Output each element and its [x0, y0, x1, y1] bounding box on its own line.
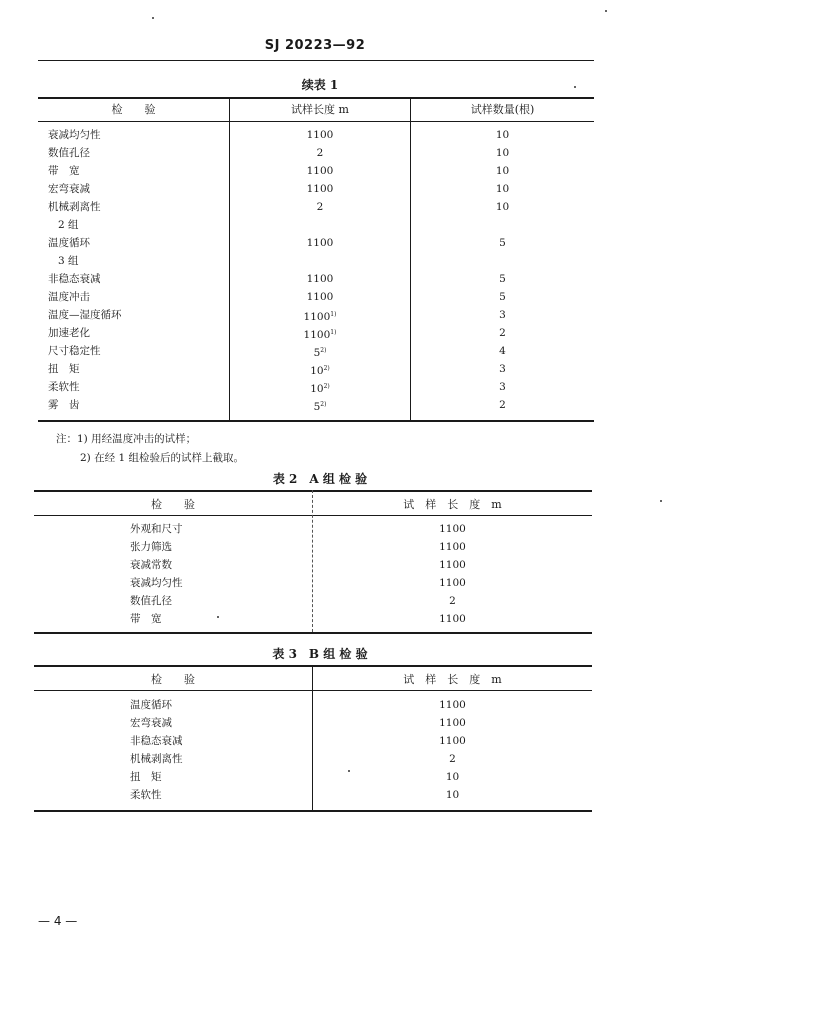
table3-header-length: 试 样 长 度 m [403, 673, 502, 686]
table2-cell-test-text: 张力筛选 [130, 541, 172, 553]
table3-cell-length-text: 1100 [439, 699, 466, 711]
scan-speck [348, 770, 350, 772]
table1-cell-count-text: 10 [495, 165, 510, 177]
table3-cell-test [130, 714, 172, 732]
table3-cell-length-text: 1100 [439, 735, 466, 747]
table1-cell-count [411, 180, 594, 198]
table3-header-test: 检 验 [151, 673, 195, 686]
table1-cell-length [230, 396, 410, 414]
table2-cell-length [313, 610, 592, 628]
table3-cell-length [313, 714, 592, 732]
table3-cell-test-text: 宏弯衰减 [130, 717, 172, 729]
table1-cell-count-text: 3 [499, 363, 506, 375]
table2-cell-length-text: 1100 [439, 559, 466, 571]
table1-header-count: 试样数量(根) [470, 103, 535, 116]
table1-cell-count [411, 198, 594, 216]
table3-cell-test [130, 696, 172, 714]
table3-cell-test [130, 786, 162, 804]
table1-cell-length-text: 1100 [306, 129, 334, 141]
table3-cell-test [130, 750, 183, 768]
footnote-marker: 1) [330, 329, 337, 336]
table1-cell-count-text: 2 [499, 399, 506, 411]
table1-cell-test [48, 288, 90, 306]
scan-speck [660, 500, 662, 502]
table1-cell-test-text: 宏弯衰减 [48, 183, 90, 195]
table2-cell-length-text: 1100 [439, 577, 466, 589]
table1-note-1: 注：1) 用经温度冲击的试样； [56, 433, 197, 445]
table3-top-rule [34, 665, 592, 667]
header-rule [38, 60, 594, 61]
table1-cell-length [230, 126, 410, 144]
table1-group-label [58, 252, 79, 270]
table1-cell-length [230, 342, 410, 360]
table1-cell-length [230, 288, 410, 306]
table3-cell-length [313, 786, 592, 804]
table1-cell-test [48, 126, 101, 144]
table1-cell-test-text: 带 宽 [48, 165, 80, 177]
scan-speck [152, 17, 154, 19]
table1-cell-length-text: 2 [316, 147, 324, 159]
table1-cell-test-text: 非稳态衰减 [48, 273, 101, 285]
table1-cell-test-text: 数值孔径 [48, 147, 90, 159]
table2-cell-length [313, 574, 592, 592]
table1-cell-test [48, 324, 90, 342]
table1-cell-length [230, 270, 410, 288]
table1-cell-test [48, 234, 90, 252]
table2-cell-length-text: 1100 [439, 523, 466, 535]
table1-cell-test-text: 温度—湿度循环 [48, 309, 122, 321]
table1-cell-length-text: 5 [313, 401, 321, 413]
scan-speck [605, 10, 607, 12]
table1-cell-length [230, 378, 410, 396]
table1-cell-length [230, 162, 410, 180]
table1-cell-length-text: 1100 [306, 291, 334, 303]
scan-speck [217, 616, 219, 618]
table1-cell-count [411, 162, 594, 180]
table1-cell-test [48, 270, 101, 288]
table2-cell-test-text: 外观和尺寸 [130, 523, 183, 535]
table1-cell-test-text: 加速老化 [48, 327, 90, 339]
page-number: — 4 — [38, 914, 78, 928]
standard-number: SJ 20223—92 [264, 38, 366, 53]
table2-cell-length [313, 556, 592, 574]
table3-cell-test-text: 非稳态衰减 [130, 735, 183, 747]
table1-group-label [58, 216, 79, 234]
table2-cell-length-text: 1100 [439, 541, 466, 553]
table3-cell-length-text: 1100 [439, 717, 466, 729]
table2-caption: 表 2 A 组 检 验 [272, 472, 368, 486]
table1-cell-count [411, 270, 594, 288]
footnote-marker: 2) [320, 347, 327, 354]
table1-cell-test [48, 162, 80, 180]
table1-cell-test [48, 378, 80, 396]
table1-cell-count-text: 10 [495, 129, 510, 141]
table2-cell-test-text: 数值孔径 [130, 595, 172, 607]
table3-caption: 表 3 B 组 检 验 [272, 647, 368, 661]
table1-cell-test-text: 温度冲击 [48, 291, 90, 303]
table1-cell-test-text: 雾 齿 [48, 399, 80, 411]
table1-cell-length [230, 324, 410, 342]
table1-cell-length [230, 198, 410, 216]
table1-cell-length-text: 2 [316, 201, 324, 213]
table2-bottom-rule [34, 632, 592, 634]
table2-cell-length [313, 538, 592, 556]
table1-cell-count-text: 10 [495, 183, 510, 195]
table1-cell-length [230, 360, 410, 378]
table1-note-2: 2) 在经 1 组检验后的试样上截取。 [80, 452, 244, 464]
table3-cell-test-text: 机械剥离性 [130, 753, 183, 765]
table1-cell-length-text: 5 [313, 347, 321, 359]
table1-cell-count-text: 3 [499, 309, 506, 321]
table1-cell-length [230, 144, 410, 162]
table3-cell-test-text: 柔软性 [130, 789, 162, 801]
table1-cell-count [411, 306, 594, 324]
table1-cell-length-text: 1100 [306, 237, 334, 249]
table1-cell-count [411, 252, 594, 270]
table1-cell-test-text: 机械剥离性 [48, 201, 101, 213]
table3-cell-length-text: 2 [449, 753, 456, 765]
table1-cell-count-text: 5 [499, 273, 506, 285]
table1-cell-length-text: 1100 [306, 165, 334, 177]
table2-cell-test [130, 520, 183, 538]
table2-cell-test [130, 574, 183, 592]
table1-cell-test-text: 尺寸稳定性 [48, 345, 101, 357]
table1-cell-count-text: 5 [499, 237, 506, 249]
table1-cell-test [48, 198, 101, 216]
footnote-marker: 2) [320, 401, 327, 408]
scan-speck [574, 86, 576, 88]
table3-cell-length-text: 10 [445, 789, 460, 801]
table1-header-length: 试样长度 m [291, 103, 349, 116]
table3-cell-length-text: 10 [445, 771, 460, 783]
table1-cell-count-text: 10 [495, 147, 510, 159]
table1-cell-test-text: 衰减均匀性 [48, 129, 101, 141]
table1-cell-count [411, 396, 594, 414]
table1-cell-test-text: 温度循环 [48, 237, 90, 249]
table3-cell-length [313, 732, 592, 750]
table1-cell-test-text: 扭 矩 [48, 363, 80, 375]
table2-cell-test-text: 衰减均匀性 [130, 577, 183, 589]
table1-cell-test [48, 360, 80, 378]
table1-cell-length [230, 234, 410, 252]
table2-cell-test [130, 592, 172, 610]
table3-cell-test [130, 768, 162, 786]
table3-cell-test-text: 扭 矩 [130, 771, 162, 783]
table1-cell-test [48, 342, 101, 360]
table1-caption: 续表 1 [301, 78, 339, 92]
table1-top-rule [38, 97, 594, 99]
table2-cell-test [130, 556, 172, 574]
table2-cell-test [130, 538, 172, 556]
footnote-marker: 2) [323, 365, 330, 372]
table2-header-length: 试 样 长 度 m [403, 498, 502, 511]
table2-cell-length [313, 520, 592, 538]
table1-cell-count [411, 378, 594, 396]
table1-cell-length-text: 10 [310, 365, 324, 377]
table3-cell-length [313, 750, 592, 768]
table2-cell-length-text: 1100 [439, 613, 466, 625]
table3-cell-test-text: 温度循环 [130, 699, 172, 711]
table1-cell-test [48, 144, 90, 162]
table2-cell-test-text: 衰减常数 [130, 559, 172, 571]
table1-cell-count [411, 360, 594, 378]
table1-cell-length [230, 180, 410, 198]
table1-header-rule [38, 121, 594, 122]
table1-header-test: 检 验 [111, 103, 156, 116]
table1-cell-count [411, 288, 594, 306]
table1-cell-count-text: 3 [499, 381, 506, 393]
table2-cell-length-text: 2 [449, 595, 456, 607]
table1-cell-count [411, 126, 594, 144]
table1-cell-length-text: 1100 [303, 311, 331, 323]
table1-cell-test [48, 306, 122, 324]
table2-cell-length [313, 592, 592, 610]
table3-header-rule [34, 690, 592, 691]
table1-cell-count-text: 2 [499, 327, 506, 339]
table1-cell-count-text: 10 [495, 201, 510, 213]
table3-cell-length [313, 696, 592, 714]
table1-group-label-text: 3 组 [58, 255, 79, 267]
table1-bottom-rule [38, 420, 594, 422]
table1-cell-length [230, 216, 410, 234]
footnote-marker: 1) [330, 311, 337, 318]
table1-cell-length [230, 252, 410, 270]
table1-group-label-text: 2 组 [58, 219, 79, 231]
table3-cell-length [313, 768, 592, 786]
table1-cell-length-text: 1100 [306, 183, 334, 195]
table1-cell-count-text: 5 [499, 291, 506, 303]
table1-cell-count [411, 324, 594, 342]
table1-cell-test [48, 180, 90, 198]
table1-cell-count [411, 216, 594, 234]
table2-cell-test-text: 带 宽 [130, 613, 162, 625]
table1-cell-length-text: 1100 [306, 273, 334, 285]
table1-cell-length [230, 306, 410, 324]
table1-cell-count [411, 342, 594, 360]
table1-cell-length-text: 10 [310, 383, 324, 395]
table2-cell-test [130, 610, 162, 628]
table1-cell-test-text: 柔软性 [48, 381, 80, 393]
table2-top-rule [34, 490, 592, 492]
table1-cell-count-text: 4 [499, 345, 506, 357]
footnote-marker: 2) [323, 383, 330, 390]
table3-cell-test [130, 732, 183, 750]
table1-cell-count [411, 144, 594, 162]
table2-header-test: 检 验 [151, 498, 195, 511]
table1-cell-count [411, 234, 594, 252]
table1-cell-test [48, 396, 80, 414]
table3-bottom-rule [34, 810, 592, 812]
table1-cell-length-text: 1100 [303, 329, 331, 341]
table2-header-rule [34, 515, 592, 516]
